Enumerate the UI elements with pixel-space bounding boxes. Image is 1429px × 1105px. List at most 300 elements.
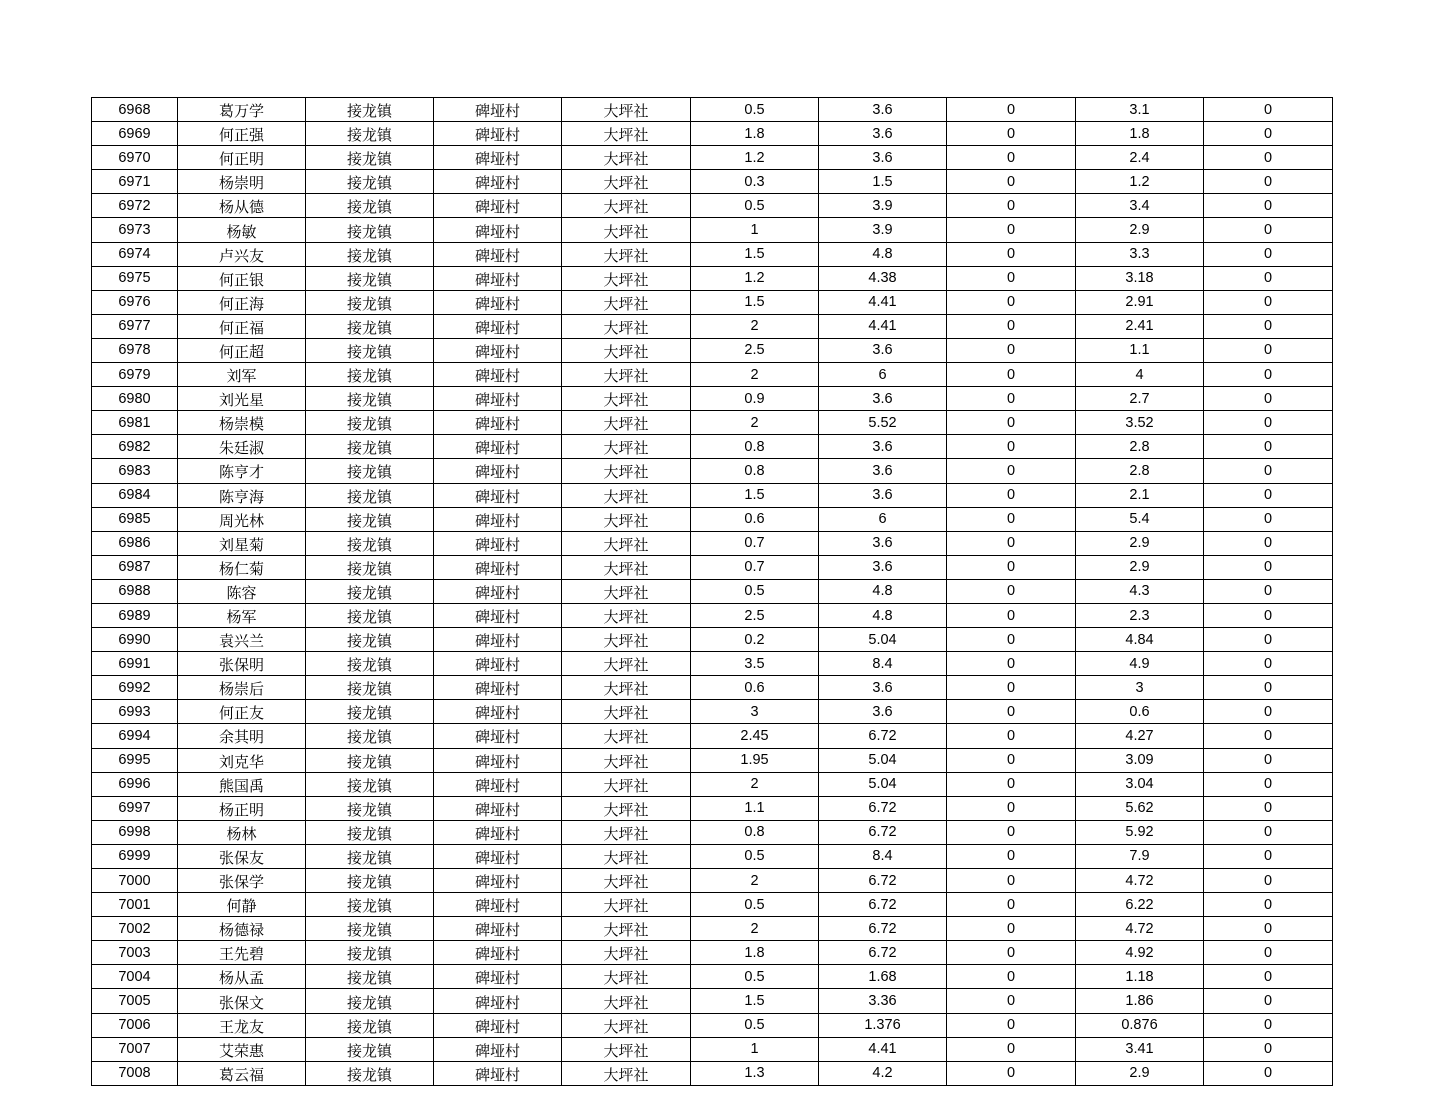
cell-value-4: 4.3	[1076, 579, 1204, 603]
table-row	[92, 869, 1333, 893]
cell-value-4: 5.4	[1076, 507, 1204, 531]
cell-town: 接龙镇	[306, 965, 434, 989]
cell-village: 碑垭村	[434, 869, 562, 893]
table-row	[92, 724, 1333, 748]
cell-value-3: 0	[947, 290, 1076, 314]
cell-name: 何正明	[178, 146, 306, 170]
cell-value-2: 3.6	[819, 387, 947, 411]
cell-value-2: 3.9	[819, 218, 947, 242]
cell-value-4: 2.9	[1076, 531, 1204, 555]
cell-value-1: 0.3	[691, 170, 819, 194]
cell-group: 大坪社	[562, 989, 691, 1013]
cell-name: 刘星菊	[178, 531, 306, 555]
cell-town: 接龙镇	[306, 869, 434, 893]
cell-village: 碑垭村	[434, 724, 562, 748]
cell-value-2: 6.72	[819, 820, 947, 844]
cell-name: 陈亨海	[178, 483, 306, 507]
cell-id: 6979	[92, 363, 178, 387]
cell-value-4: 2.1	[1076, 483, 1204, 507]
cell-group: 大坪社	[562, 387, 691, 411]
cell-value-5: 0	[1204, 363, 1333, 387]
cell-id: 6990	[92, 628, 178, 652]
cell-value-5: 0	[1204, 676, 1333, 700]
cell-value-3: 0	[947, 507, 1076, 531]
cell-town: 接龙镇	[306, 676, 434, 700]
cell-value-3: 0	[947, 218, 1076, 242]
cell-name: 何正福	[178, 314, 306, 338]
cell-value-4: 2.8	[1076, 435, 1204, 459]
cell-value-2: 3.6	[819, 555, 947, 579]
cell-value-3: 0	[947, 483, 1076, 507]
cell-town: 接龙镇	[306, 917, 434, 941]
cell-value-4: 1.86	[1076, 989, 1204, 1013]
cell-village: 碑垭村	[434, 194, 562, 218]
cell-value-5: 0	[1204, 820, 1333, 844]
cell-value-1: 1	[691, 1037, 819, 1061]
table-row	[92, 363, 1333, 387]
cell-value-4: 0.6	[1076, 700, 1204, 724]
cell-id: 6982	[92, 435, 178, 459]
cell-village: 碑垭村	[434, 483, 562, 507]
cell-group: 大坪社	[562, 507, 691, 531]
cell-town: 接龙镇	[306, 603, 434, 627]
cell-id: 6994	[92, 724, 178, 748]
cell-village: 碑垭村	[434, 1013, 562, 1037]
cell-name: 刘军	[178, 363, 306, 387]
cell-id: 6985	[92, 507, 178, 531]
cell-value-4: 3	[1076, 676, 1204, 700]
table-row	[92, 820, 1333, 844]
cell-value-5: 0	[1204, 122, 1333, 146]
cell-value-3: 0	[947, 869, 1076, 893]
cell-value-2: 1.5	[819, 170, 947, 194]
cell-value-2: 3.6	[819, 459, 947, 483]
cell-id: 7005	[92, 989, 178, 1013]
cell-id: 6984	[92, 483, 178, 507]
table-row	[92, 411, 1333, 435]
cell-name: 朱廷淑	[178, 435, 306, 459]
cell-group: 大坪社	[562, 411, 691, 435]
cell-town: 接龙镇	[306, 314, 434, 338]
cell-group: 大坪社	[562, 242, 691, 266]
cell-value-3: 0	[947, 893, 1076, 917]
cell-value-3: 0	[947, 772, 1076, 796]
cell-group: 大坪社	[562, 965, 691, 989]
cell-id: 6980	[92, 387, 178, 411]
cell-value-2: 6.72	[819, 724, 947, 748]
cell-value-4: 2.9	[1076, 555, 1204, 579]
cell-village: 碑垭村	[434, 941, 562, 965]
cell-value-3: 0	[947, 844, 1076, 868]
cell-village: 碑垭村	[434, 555, 562, 579]
cell-village: 碑垭村	[434, 820, 562, 844]
cell-group: 大坪社	[562, 676, 691, 700]
cell-value-5: 0	[1204, 290, 1333, 314]
cell-town: 接龙镇	[306, 507, 434, 531]
cell-value-3: 0	[947, 748, 1076, 772]
cell-town: 接龙镇	[306, 146, 434, 170]
cell-village: 碑垭村	[434, 965, 562, 989]
cell-group: 大坪社	[562, 266, 691, 290]
cell-town: 接龙镇	[306, 290, 434, 314]
cell-value-2: 4.41	[819, 1037, 947, 1061]
cell-value-1: 2.45	[691, 724, 819, 748]
cell-town: 接龙镇	[306, 1061, 434, 1085]
cell-value-5: 0	[1204, 869, 1333, 893]
cell-value-2: 8.4	[819, 652, 947, 676]
cell-town: 接龙镇	[306, 242, 434, 266]
cell-town: 接龙镇	[306, 266, 434, 290]
cell-name: 杨崇明	[178, 170, 306, 194]
cell-value-4: 3.3	[1076, 242, 1204, 266]
cell-value-3: 0	[947, 941, 1076, 965]
cell-value-2: 3.6	[819, 435, 947, 459]
cell-group: 大坪社	[562, 652, 691, 676]
cell-value-4: 2.3	[1076, 603, 1204, 627]
cell-value-5: 0	[1204, 266, 1333, 290]
cell-town: 接龙镇	[306, 435, 434, 459]
cell-value-5: 0	[1204, 941, 1333, 965]
cell-town: 接龙镇	[306, 748, 434, 772]
cell-value-3: 0	[947, 965, 1076, 989]
cell-group: 大坪社	[562, 748, 691, 772]
cell-value-1: 3.5	[691, 652, 819, 676]
cell-town: 接龙镇	[306, 338, 434, 362]
cell-name: 熊国禹	[178, 772, 306, 796]
table-row	[92, 314, 1333, 338]
cell-value-1: 0.5	[691, 965, 819, 989]
table-row	[92, 628, 1333, 652]
cell-group: 大坪社	[562, 820, 691, 844]
cell-value-2: 4.41	[819, 290, 947, 314]
cell-group: 大坪社	[562, 917, 691, 941]
cell-town: 接龙镇	[306, 411, 434, 435]
cell-value-3: 0	[947, 387, 1076, 411]
cell-value-2: 4.8	[819, 242, 947, 266]
cell-value-3: 0	[947, 1061, 1076, 1085]
cell-value-4: 3.09	[1076, 748, 1204, 772]
cell-value-2: 5.04	[819, 628, 947, 652]
cell-group: 大坪社	[562, 290, 691, 314]
cell-village: 碑垭村	[434, 893, 562, 917]
cell-town: 接龙镇	[306, 98, 434, 122]
cell-group: 大坪社	[562, 218, 691, 242]
cell-village: 碑垭村	[434, 917, 562, 941]
cell-value-2: 6.72	[819, 869, 947, 893]
cell-group: 大坪社	[562, 459, 691, 483]
cell-value-1: 0.5	[691, 1013, 819, 1037]
cell-value-1: 2	[691, 363, 819, 387]
cell-value-2: 8.4	[819, 844, 947, 868]
cell-value-4: 2.7	[1076, 387, 1204, 411]
cell-name: 何正强	[178, 122, 306, 146]
table-row	[92, 194, 1333, 218]
table-row	[92, 122, 1333, 146]
cell-value-4: 5.62	[1076, 796, 1204, 820]
cell-town: 接龙镇	[306, 363, 434, 387]
cell-town: 接龙镇	[306, 579, 434, 603]
cell-value-5: 0	[1204, 314, 1333, 338]
cell-value-3: 0	[947, 146, 1076, 170]
cell-value-4: 1.8	[1076, 122, 1204, 146]
cell-name: 杨崇模	[178, 411, 306, 435]
cell-value-4: 3.18	[1076, 266, 1204, 290]
table-row	[92, 266, 1333, 290]
cell-group: 大坪社	[562, 772, 691, 796]
table-row	[92, 435, 1333, 459]
cell-value-3: 0	[947, 700, 1076, 724]
cell-name: 陈亨才	[178, 459, 306, 483]
cell-id: 7003	[92, 941, 178, 965]
cell-town: 接龙镇	[306, 724, 434, 748]
cell-value-4: 4.92	[1076, 941, 1204, 965]
cell-value-1: 2.5	[691, 338, 819, 362]
cell-value-5: 0	[1204, 531, 1333, 555]
cell-village: 碑垭村	[434, 411, 562, 435]
table-row	[92, 772, 1333, 796]
cell-value-3: 0	[947, 338, 1076, 362]
cell-value-5: 0	[1204, 555, 1333, 579]
cell-id: 7007	[92, 1037, 178, 1061]
cell-id: 7001	[92, 893, 178, 917]
cell-group: 大坪社	[562, 146, 691, 170]
table-row	[92, 146, 1333, 170]
cell-group: 大坪社	[562, 531, 691, 555]
table-row	[92, 218, 1333, 242]
cell-value-1: 1.8	[691, 122, 819, 146]
cell-value-5: 0	[1204, 146, 1333, 170]
cell-value-1: 1.1	[691, 796, 819, 820]
cell-value-3: 0	[947, 194, 1076, 218]
cell-name: 杨正明	[178, 796, 306, 820]
data-table	[91, 97, 1333, 1086]
cell-name: 杨崇后	[178, 676, 306, 700]
table-row	[92, 1037, 1333, 1061]
cell-village: 碑垭村	[434, 146, 562, 170]
cell-id: 6999	[92, 844, 178, 868]
cell-town: 接龙镇	[306, 459, 434, 483]
cell-id: 7000	[92, 869, 178, 893]
cell-group: 大坪社	[562, 483, 691, 507]
cell-village: 碑垭村	[434, 170, 562, 194]
table-row	[92, 796, 1333, 820]
table-row	[92, 603, 1333, 627]
cell-name: 杨从孟	[178, 965, 306, 989]
table-row	[92, 555, 1333, 579]
cell-value-1: 0.6	[691, 507, 819, 531]
cell-town: 接龙镇	[306, 700, 434, 724]
table-row	[92, 483, 1333, 507]
cell-value-4: 4.27	[1076, 724, 1204, 748]
cell-value-1: 0.7	[691, 555, 819, 579]
cell-town: 接龙镇	[306, 531, 434, 555]
cell-id: 6983	[92, 459, 178, 483]
cell-id: 6972	[92, 194, 178, 218]
cell-value-4: 2.91	[1076, 290, 1204, 314]
cell-town: 接龙镇	[306, 218, 434, 242]
table-row	[92, 579, 1333, 603]
cell-value-3: 0	[947, 363, 1076, 387]
cell-name: 刘克华	[178, 748, 306, 772]
cell-value-1: 1.5	[691, 989, 819, 1013]
cell-value-2: 4.8	[819, 603, 947, 627]
cell-group: 大坪社	[562, 555, 691, 579]
cell-town: 接龙镇	[306, 941, 434, 965]
cell-name: 杨敏	[178, 218, 306, 242]
cell-group: 大坪社	[562, 700, 691, 724]
cell-value-2: 6.72	[819, 796, 947, 820]
table-row	[92, 242, 1333, 266]
table-row	[92, 387, 1333, 411]
cell-value-4: 4.72	[1076, 869, 1204, 893]
cell-town: 接龙镇	[306, 772, 434, 796]
cell-value-1: 2.5	[691, 603, 819, 627]
cell-name: 杨德禄	[178, 917, 306, 941]
cell-name: 张保学	[178, 869, 306, 893]
table-row	[92, 459, 1333, 483]
cell-village: 碑垭村	[434, 772, 562, 796]
cell-value-1: 0.6	[691, 676, 819, 700]
table-row	[92, 531, 1333, 555]
table-row	[92, 676, 1333, 700]
cell-value-2: 3.6	[819, 531, 947, 555]
table-row	[92, 507, 1333, 531]
cell-value-1: 1.95	[691, 748, 819, 772]
cell-village: 碑垭村	[434, 748, 562, 772]
cell-value-5: 0	[1204, 844, 1333, 868]
cell-value-3: 0	[947, 435, 1076, 459]
cell-value-4: 7.9	[1076, 844, 1204, 868]
cell-value-1: 1.5	[691, 483, 819, 507]
cell-town: 接龙镇	[306, 483, 434, 507]
cell-value-1: 1.8	[691, 941, 819, 965]
cell-group: 大坪社	[562, 98, 691, 122]
cell-value-5: 0	[1204, 965, 1333, 989]
cell-value-1: 1.2	[691, 146, 819, 170]
cell-value-4: 1.18	[1076, 965, 1204, 989]
cell-village: 碑垭村	[434, 531, 562, 555]
cell-village: 碑垭村	[434, 290, 562, 314]
cell-value-1: 0.8	[691, 820, 819, 844]
cell-value-5: 0	[1204, 772, 1333, 796]
cell-value-5: 0	[1204, 170, 1333, 194]
cell-value-2: 5.04	[819, 772, 947, 796]
cell-value-2: 6	[819, 363, 947, 387]
cell-group: 大坪社	[562, 194, 691, 218]
cell-village: 碑垭村	[434, 122, 562, 146]
cell-town: 接龙镇	[306, 844, 434, 868]
cell-id: 7004	[92, 965, 178, 989]
table-row	[92, 700, 1333, 724]
cell-name: 何正超	[178, 338, 306, 362]
cell-name: 杨林	[178, 820, 306, 844]
table-row	[92, 941, 1333, 965]
cell-town: 接龙镇	[306, 387, 434, 411]
cell-name: 何正海	[178, 290, 306, 314]
cell-group: 大坪社	[562, 1061, 691, 1085]
cell-value-4: 3.04	[1076, 772, 1204, 796]
cell-value-5: 0	[1204, 98, 1333, 122]
cell-value-4: 2.8	[1076, 459, 1204, 483]
table-row	[92, 170, 1333, 194]
table-row	[92, 290, 1333, 314]
cell-name: 陈容	[178, 579, 306, 603]
cell-value-3: 0	[947, 98, 1076, 122]
cell-value-5: 0	[1204, 748, 1333, 772]
cell-name: 卢兴友	[178, 242, 306, 266]
cell-value-3: 0	[947, 579, 1076, 603]
cell-value-1: 1.5	[691, 242, 819, 266]
cell-id: 6989	[92, 603, 178, 627]
cell-value-1: 0.5	[691, 194, 819, 218]
cell-value-2: 6.72	[819, 941, 947, 965]
cell-value-2: 6.72	[819, 917, 947, 941]
cell-value-5: 0	[1204, 1061, 1333, 1085]
cell-value-2: 4.8	[819, 579, 947, 603]
cell-id: 6973	[92, 218, 178, 242]
cell-value-1: 2	[691, 314, 819, 338]
cell-value-3: 0	[947, 603, 1076, 627]
cell-id: 6988	[92, 579, 178, 603]
cell-value-2: 5.52	[819, 411, 947, 435]
cell-value-3: 0	[947, 989, 1076, 1013]
cell-id: 6991	[92, 652, 178, 676]
cell-value-3: 0	[947, 628, 1076, 652]
cell-village: 碑垭村	[434, 603, 562, 627]
cell-value-4: 6.22	[1076, 893, 1204, 917]
cell-value-5: 0	[1204, 700, 1333, 724]
cell-group: 大坪社	[562, 869, 691, 893]
cell-town: 接龙镇	[306, 555, 434, 579]
cell-value-3: 0	[947, 724, 1076, 748]
cell-name: 张保友	[178, 844, 306, 868]
cell-value-2: 4.2	[819, 1061, 947, 1085]
cell-id: 6975	[92, 266, 178, 290]
cell-value-3: 0	[947, 122, 1076, 146]
cell-value-3: 0	[947, 555, 1076, 579]
cell-value-1: 2	[691, 917, 819, 941]
cell-name: 周光林	[178, 507, 306, 531]
cell-value-4: 3.52	[1076, 411, 1204, 435]
cell-id: 6969	[92, 122, 178, 146]
cell-value-2: 6	[819, 507, 947, 531]
cell-value-5: 0	[1204, 579, 1333, 603]
cell-group: 大坪社	[562, 170, 691, 194]
cell-name: 袁兴兰	[178, 628, 306, 652]
cell-value-5: 0	[1204, 435, 1333, 459]
cell-value-4: 3.41	[1076, 1037, 1204, 1061]
cell-value-5: 0	[1204, 459, 1333, 483]
cell-group: 大坪社	[562, 844, 691, 868]
cell-value-5: 0	[1204, 603, 1333, 627]
cell-village: 碑垭村	[434, 363, 562, 387]
cell-value-4: 4	[1076, 363, 1204, 387]
cell-value-4: 4.9	[1076, 652, 1204, 676]
cell-value-5: 0	[1204, 628, 1333, 652]
cell-group: 大坪社	[562, 579, 691, 603]
cell-value-5: 0	[1204, 242, 1333, 266]
cell-value-5: 0	[1204, 1013, 1333, 1037]
cell-village: 碑垭村	[434, 652, 562, 676]
cell-value-3: 0	[947, 266, 1076, 290]
cell-town: 接龙镇	[306, 170, 434, 194]
cell-value-5: 0	[1204, 218, 1333, 242]
cell-town: 接龙镇	[306, 122, 434, 146]
cell-value-2: 3.6	[819, 146, 947, 170]
cell-name: 杨从德	[178, 194, 306, 218]
cell-value-4: 1.2	[1076, 170, 1204, 194]
cell-town: 接龙镇	[306, 1013, 434, 1037]
